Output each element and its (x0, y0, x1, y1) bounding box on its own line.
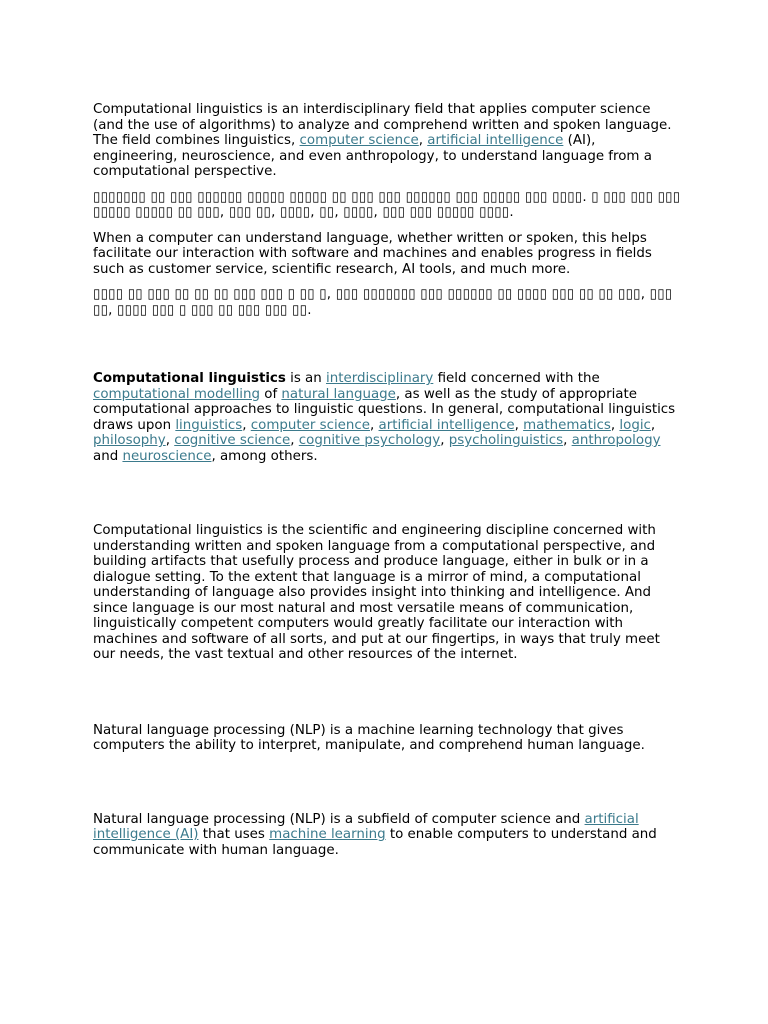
paragraph-text: , (610, 417, 620, 433)
link-machine-learning[interactable]: machine learning (269, 827, 386, 842)
paragraph-text: , (650, 417, 656, 433)
link-interdisciplinary[interactable]: interdisciplinary (326, 371, 434, 386)
link-anthropology[interactable]: anthropology (571, 433, 661, 448)
paragraph-text: Natural language processing (NLP) is a subfield of computer science and (93, 811, 585, 827)
paragraph-text: , (440, 433, 449, 448)
paragraph-text: that uses (198, 827, 270, 842)
link-computer-science[interactable]: computer science (299, 133, 419, 148)
paragraph-text: is an (285, 371, 327, 386)
paragraph-text: to enable computers to understand and communicate with human language. (93, 827, 657, 858)
paragraph-nlp-subfield (93, 812, 683, 859)
link-artificial-intelligence[interactable]: artificial intelligence (427, 133, 564, 148)
link-computer-science-2[interactable]: computer science (250, 417, 370, 433)
paragraph-definition (93, 371, 683, 464)
paragraph-text: , among others. (211, 448, 318, 464)
link-linguistics[interactable]: linguistics (175, 417, 243, 433)
paragraph-text: field concerned with the (433, 371, 600, 386)
document-page (93, 102, 683, 858)
paragraph-korean-2: ▯▯▯▯ ▯▯ ▯▯▯ ▯▯ ▯▯ ▯▯ ▯▯▯ ▯▯▯ ▯ ▯▯ ▯, ▯▯▯ ▯▯▯▯▯▯▯ ▯▯▯ ▯▯▯▯▯▯ ▯▯ ▯▯▯▯ ▯▯▯ ▯▯ ▯▯ ▯▯▯, ▯▯▯ ▯▯, ▯▯▯▯ ▯▯▯ ▯ ▯▯▯ ▯▯ ▯▯▯ ▯▯▯ ▯▯. (93, 287, 673, 318)
link-logic[interactable]: logic (619, 417, 651, 433)
paragraph-text: , (514, 417, 524, 433)
paragraph-discipline: Computational linguistics is the scientific and engineering discipline concerned with understanding written and spoken language from a computational perspective, and building artifacts that usefully process and produce language, either in bulk or in a dialogue setting. To the extent that language is a mirror of mind, a computational understanding of language also provides insight into thinking and intelligence. And since language is our most natural and most versatile means of communication, linguistically competent computers would greatly facilitate our interaction with machines and software of all sorts, and put at our fingertips, in ways that truly meet our needs, the vast textual and other resources of the internet. (93, 523, 660, 662)
paragraph-text: (AI), engineering, neuroscience, and even anthropology, to understand language from a computational perspective. (93, 133, 652, 179)
link-cognitive-science[interactable]: cognitive science (174, 433, 291, 448)
paragraph-text: and (93, 448, 123, 464)
paragraph-text: , (563, 433, 572, 448)
link-artificial-intelligence-2[interactable]: artificial intelligence (378, 417, 515, 433)
paragraph-intro (93, 102, 683, 180)
paragraph-nlp-ml: Natural language processing (NLP) is a machine learning technology that gives computers the ability to interpret, manipulate, and comprehend human language. (93, 722, 645, 753)
paragraph-text: , (165, 433, 175, 448)
paragraph-text: , (290, 433, 299, 448)
link-philosophy[interactable]: philosophy (93, 433, 166, 448)
link-mathematics[interactable]: mathematics (523, 417, 611, 433)
link-psycholinguistics[interactable]: psycholinguistics (448, 433, 564, 448)
paragraph-text: , as well as the study of appropriate computational approaches to linguistic questions. In general, computational linguistics draws upon (93, 386, 676, 433)
link-artificial-intelligence-ai[interactable]: artificial intelligence (AI) (93, 811, 639, 842)
paragraph-text: , (418, 133, 428, 148)
paragraph-computer-understanding: When a computer can understand language, whether written or spoken, this helps facilitate our interaction with software and machines and enables progress in fields such as customer service, scientific research, AI tools, and much more. (93, 230, 652, 277)
paragraph-text: , (242, 417, 251, 433)
paragraph-korean-1: ▯▯▯▯▯▯▯ ▯▯ ▯▯▯ ▯▯▯▯▯▯ ▯▯▯▯▯ ▯▯▯▯▯ ▯▯ ▯▯▯ ▯▯▯ ▯▯▯▯▯▯ ▯▯▯ ▯▯▯▯▯ ▯▯▯ ▯▯▯▯. ▯ ▯▯▯ ▯▯▯ ▯▯▯ ▯▯▯▯▯ ▯▯▯▯▯ ▯▯ ▯▯▯, ▯▯▯ ▯▯, ▯▯▯▯, ▯▯, ▯▯▯▯, ▯▯▯ ▯▯▯ ▯▯▯▯▯ ▯▯▯▯. (93, 189, 681, 220)
paragraph-text: Computational linguistics is an interdisciplinary field that applies computer science (and the use of algorithms) to analyze and comprehend written and spoken language. The field combines linguistics, (93, 102, 672, 148)
paragraph-text: , (370, 417, 379, 433)
link-neuroscience[interactable]: neuroscience (122, 448, 212, 464)
term-computational-linguistics: Computational linguistics (93, 371, 286, 386)
link-cognitive-psychology[interactable]: cognitive psychology (298, 433, 441, 448)
link-computational-modelling[interactable]: computational modelling (93, 386, 260, 402)
link-natural-language[interactable]: natural language (281, 386, 396, 402)
paragraph-text: of (260, 386, 282, 402)
